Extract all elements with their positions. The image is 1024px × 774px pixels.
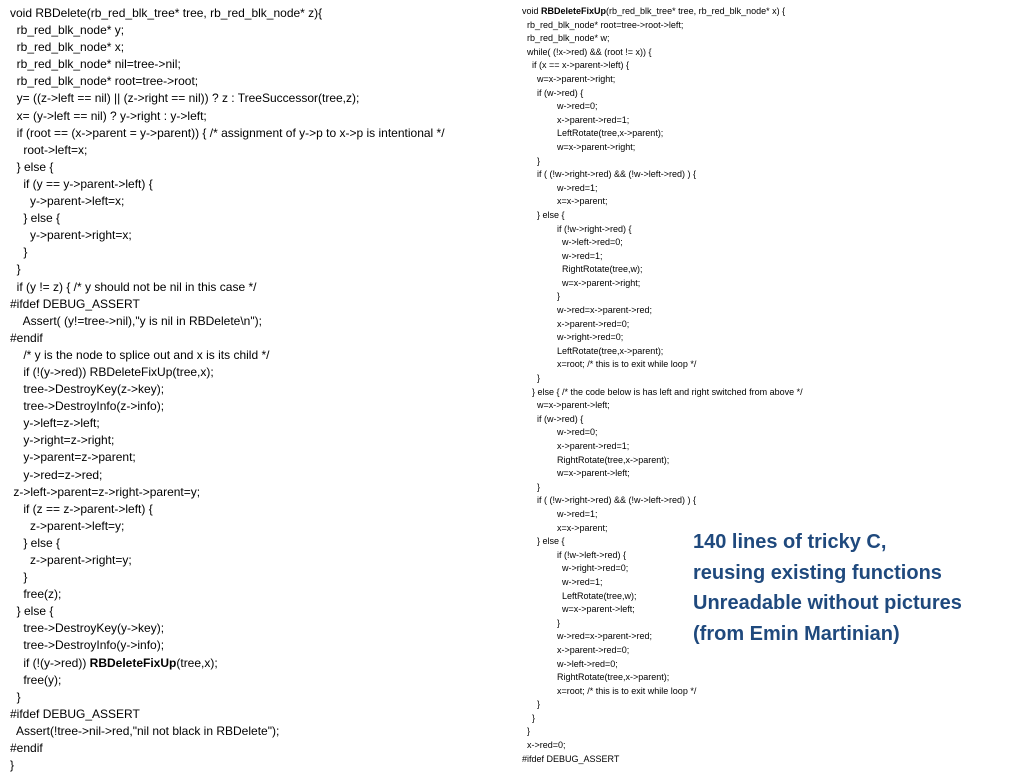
code-line: } bbox=[522, 699, 541, 710]
code-line: if (w->red) { bbox=[522, 87, 584, 98]
code-line: z->parent->left=y; bbox=[10, 518, 125, 533]
code-line: #endif bbox=[10, 330, 43, 345]
code-line: if (z == z->parent->left) { bbox=[10, 501, 153, 516]
code-line: y->parent->left=x; bbox=[10, 194, 125, 209]
code-line: x=root; /* this is to exit while loop */ bbox=[522, 685, 697, 696]
code-line: x->parent->red=1; bbox=[522, 441, 630, 451]
rbdelete-code bbox=[10, 5, 445, 774]
code-line: } else { bbox=[522, 536, 565, 547]
code-line: w->right->red=0; bbox=[522, 332, 624, 343]
code-line: if ( (!w->right->red) && (!w->left->red) ) { bbox=[522, 169, 697, 180]
code-line: if (!w->left->red) { bbox=[522, 549, 627, 560]
code-line: LeftRotate(tree,x->parent); bbox=[522, 345, 664, 356]
code-line: x->parent->red=0; bbox=[522, 318, 630, 329]
code-line: root->left=x; bbox=[10, 142, 88, 157]
rbdeletefixup-code bbox=[522, 5, 803, 766]
code-line: w->red=x->parent->red; bbox=[522, 631, 653, 642]
code-line: } bbox=[522, 481, 541, 492]
code-line: } else { bbox=[10, 604, 54, 619]
code-line: y->red=z->red; bbox=[10, 467, 103, 482]
code-line: tree->DestroyInfo(y->info); bbox=[10, 638, 165, 653]
code-line: w=x->parent->right; bbox=[522, 141, 636, 152]
code-line: if (y == y->parent->left) { bbox=[10, 176, 153, 191]
code-line: rb_red_blk_node* x; bbox=[10, 40, 125, 55]
code-line: w->left->red=0; bbox=[522, 237, 623, 248]
callout-line: Unreadable without pictures bbox=[693, 592, 962, 614]
code-line: x=root; /* this is to exit while loop */ bbox=[522, 359, 697, 370]
code-line: } bbox=[522, 155, 541, 166]
code-line: tree->DestroyInfo(z->info); bbox=[10, 399, 165, 414]
code-line: } else { bbox=[10, 159, 54, 174]
code-line: RightRotate(tree,w); bbox=[522, 264, 643, 275]
code-line: #ifdef DEBUG_ASSERT bbox=[10, 296, 140, 311]
code-line: w->red=1; bbox=[522, 576, 603, 587]
code-line: } bbox=[10, 570, 28, 585]
code-line: y= ((z->left == nil) || (z->right == nil)) ? z : TreeSuccessor(tree,z); bbox=[10, 91, 360, 106]
code-line: RightRotate(tree,x->parent); bbox=[522, 454, 670, 465]
code-line: w->red=1; bbox=[522, 182, 598, 193]
callout-text bbox=[693, 527, 962, 649]
code-line: #ifdef DEBUG_ASSERT bbox=[522, 753, 620, 764]
code-line: y->parent=z->parent; bbox=[10, 450, 136, 465]
callout-line: 140 lines of tricky C, bbox=[693, 531, 887, 553]
code-line: } bbox=[10, 758, 15, 773]
code-line: w->left->red=0; bbox=[522, 658, 618, 669]
code-line: rb_red_blk_node* root=tree->root->left; bbox=[522, 19, 684, 30]
code-line: #endif bbox=[10, 741, 43, 756]
code-line: while( (!x->red) && (root != x)) { bbox=[522, 46, 652, 57]
code-line: rb_red_blk_node* y; bbox=[10, 23, 125, 38]
code-line: } bbox=[10, 262, 21, 277]
code-line: x->parent->red=1; bbox=[522, 114, 630, 125]
code-line: if ( (!w->right->red) && (!w->left->red) ) { bbox=[522, 495, 697, 506]
code-line: w=x->parent->left; bbox=[522, 468, 630, 479]
code-line: rb_red_blk_node* w; bbox=[522, 33, 610, 44]
code-line: } bbox=[10, 245, 28, 260]
code-line: } bbox=[522, 617, 561, 628]
code-line: w->red=x->parent->red; bbox=[522, 305, 653, 316]
code-line: } bbox=[522, 726, 531, 737]
code-line: if (x == x->parent->left) { bbox=[522, 60, 630, 71]
code-line: if (root == (x->parent = y->parent)) { /* assignment of y->p to x->p is intentional */ bbox=[10, 125, 445, 140]
code-line: w=x->parent->right; bbox=[522, 73, 616, 84]
code-line: x->parent->red=0; bbox=[522, 644, 630, 655]
code-line: tree->DestroyKey(z->key); bbox=[10, 382, 165, 397]
code-line: w->red=1; bbox=[522, 250, 603, 261]
code-line: w->red=0; bbox=[522, 101, 598, 112]
code-line: } else { bbox=[10, 535, 61, 550]
code-line: y->parent->right=x; bbox=[10, 228, 132, 243]
code-line: x=x->parent; bbox=[522, 522, 608, 533]
code-line: } bbox=[522, 373, 541, 384]
code-line: x=x->parent; bbox=[522, 196, 608, 207]
code-line: w->red=1; bbox=[522, 508, 598, 519]
code-line: free(y); bbox=[10, 672, 62, 687]
code-line: w=x->parent->left; bbox=[522, 400, 610, 411]
code-line: #ifdef DEBUG_ASSERT bbox=[10, 706, 140, 721]
function-name: RBDeleteFixUp bbox=[541, 6, 607, 16]
code-line: } else { /* the code below is has left and right switched from above */ bbox=[522, 386, 803, 397]
code-line: tree->DestroyKey(y->key); bbox=[10, 621, 165, 636]
code-line: } else { bbox=[10, 211, 61, 226]
code-line: y->left=z->left; bbox=[10, 416, 100, 431]
code-line: rb_red_blk_node* root=tree->root; bbox=[10, 74, 199, 89]
code-line: Assert( (y!=tree->nil),"y is nil in RBDelete\n"); bbox=[10, 313, 262, 328]
code-line: y->right=z->right; bbox=[10, 433, 115, 448]
code-line: } bbox=[522, 291, 561, 302]
code-line: void RBDeleteFixUp(rb_red_blk_tree* tree, rb_red_blk_node* x) { bbox=[522, 6, 786, 16]
callout-line: reusing existing functions bbox=[693, 561, 942, 584]
code-line: z->parent->right=y; bbox=[10, 553, 132, 567]
code-line: Assert(!tree->nil->red,"nil not black in RBDelete"); bbox=[10, 723, 280, 738]
code-line: LeftRotate(tree,w); bbox=[522, 590, 637, 601]
code-line: } bbox=[10, 689, 21, 704]
code-line: if (y != z) { /* y should not be nil in this case */ bbox=[10, 279, 257, 294]
code-line: void RBDelete(rb_red_blk_tree* tree, rb_red_blk_node* z){ bbox=[10, 6, 323, 20]
code-line: LeftRotate(tree,x->parent); bbox=[522, 128, 664, 139]
code-line: if (w->red) { bbox=[522, 413, 584, 424]
code-line: if (!(y->red)) RBDeleteFixUp(tree,x); bbox=[10, 364, 214, 379]
function-name: RBDeleteFixUp bbox=[89, 655, 177, 670]
code-line: w->red=0; bbox=[522, 427, 598, 438]
code-line: } bbox=[522, 712, 536, 723]
code-line: w=x->parent->left; bbox=[522, 604, 635, 615]
code-line: free(z); bbox=[10, 587, 62, 602]
code-line: if (!w->right->red) { bbox=[522, 223, 632, 234]
code-line: x= (y->left == nil) ? y->right : y->left; bbox=[10, 108, 207, 123]
code-line: /* y is the node to splice out and x is its child */ bbox=[10, 347, 270, 362]
code-line: w=x->parent->right; bbox=[522, 277, 641, 288]
code-line: RightRotate(tree,x->parent); bbox=[522, 672, 670, 683]
code-line: z->left->parent=z->right->parent=y; bbox=[10, 484, 201, 499]
code-line: rb_red_blk_node* nil=tree->nil; bbox=[10, 57, 181, 72]
code-line: if (!(y->red)) RBDeleteFixUp(tree,x); bbox=[10, 655, 218, 670]
code-line: x->red=0; bbox=[522, 740, 566, 751]
code-line: } else { bbox=[522, 209, 565, 220]
code-line: w->right->red=0; bbox=[522, 563, 629, 574]
callout-line: (from Emin Martinian) bbox=[693, 622, 900, 645]
